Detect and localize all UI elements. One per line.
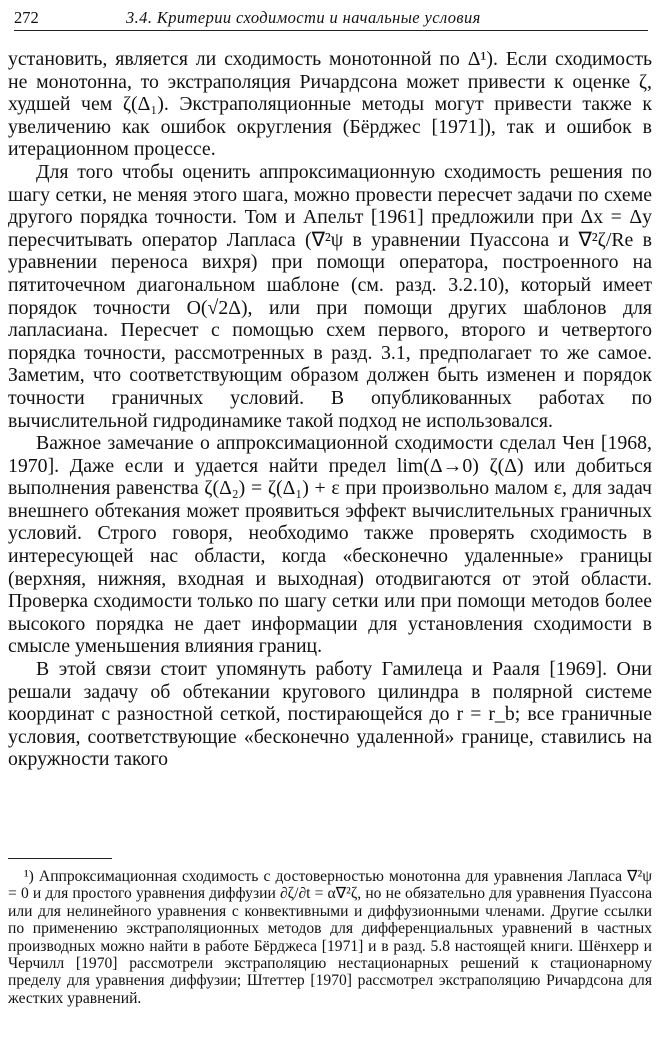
footnote-divider [8,858,112,859]
paragraph: В этой связи стоит упомянуть работу Гамилеца и Рааля [1969]. Они решали задачу об обтекании кругового цилиндра в полярной системе координат с разностной сеткой, постирающейся до r = r_b; все граничные условия, соответствующие «бесконечно удаленной» границе, ставились на окружности такого [8,658,652,771]
main-text [8,48,652,771]
running-title: 3.4. Критерии сходимости и начальные условия [126,8,481,27]
paragraph: Важное замечание о аппроксимационной сходимости сделал Чен [1968, 1970]. Даже если и удается найти предел lim(Δ→0) ζ(Δ) или добиться выполнения равенства ζ(Δ₂) = ζ(Δ₁) + ε при произвольно малом ε, для задач внешнего обтекания может проявиться эффект вычислительных граничных условий. Строго говоря, необходимо также проверять сходимость в интересующей нас области, когда «бесконечно удаленные» границы (верхняя, нижняя, входная и выходная) отодвигаются от этой области. Проверка сходимости только по шагу сетки или при помощи методов более высокого порядка не дает информации для установления сходимости в смысле уменьшения влияния границ. [8,432,652,658]
paragraph: установить, является ли сходимость монотонной по Δ¹). Если сходимость не монотонна, то экстраполяция Ричардсона может привести к оценке ζ, худшей чем ζ(Δ₁). Экстраполяционные методы могут привести также к увеличению как ошибок округления (Бёрджес [1971]), так и ошибок в итерационном процессе. [8,48,652,161]
footnote [8,868,652,1007]
footnote-text: ¹) Аппроксимационная сходимость с достоверностью монотонна для уравнения Лапласа ∇²ψ = 0 и для простого уравнения диффузии ∂ζ/∂t = α∇²ζ, но не обязательно для уравнения Пуассона или для нелинейного уравнения с конвективными и диффузионными членами. Другие ссылки по применению экстраполяционных методов для дифференциальных уравнений в частных производных можно найти в работе Бёрджеса [1971] и в разд. 5.8 настоящей книги. Шёнхерр и Черчилл [1970] рассмотрели экстраполяцию нестационарных решений к стационарному пределу для уравнения диффузии; Штеттер [1970] рассмотрел экстраполяцию Ричардсона для жестких уравнений. [8,868,652,1007]
paragraph: Для того чтобы оценить аппроксимационную сходимость решения по шагу сетки, не меняя этого шага, можно провести пересчет задачи по схеме другого порядка точности. Том и Апельт [1961] предложили при Δx = Δy пересчитывать оператор Лапласа (∇²ψ в уравнении Пуассона и ∇²ζ/Re в уравнении переноса вихря) при помощи оператора, построенного на пятиточечном диагональном шаблоне (см. разд. 3.2.10), который имеет порядок точности O(√2Δ), или при помощи других шаблонов для лапласиана. Пересчет с помощью схем первого, второго и четвертого порядка точности, рассмотренных в разд. 3.1, предполагает то же самое. Заметим, что соответствующим образом должен быть изменен и порядок точности граничных условий. В опубликованных работах по вычислительной гидродинамике такой подход не использовался. [8,160,652,432]
page-header [14,6,648,31]
page-number: 272 [14,8,39,27]
